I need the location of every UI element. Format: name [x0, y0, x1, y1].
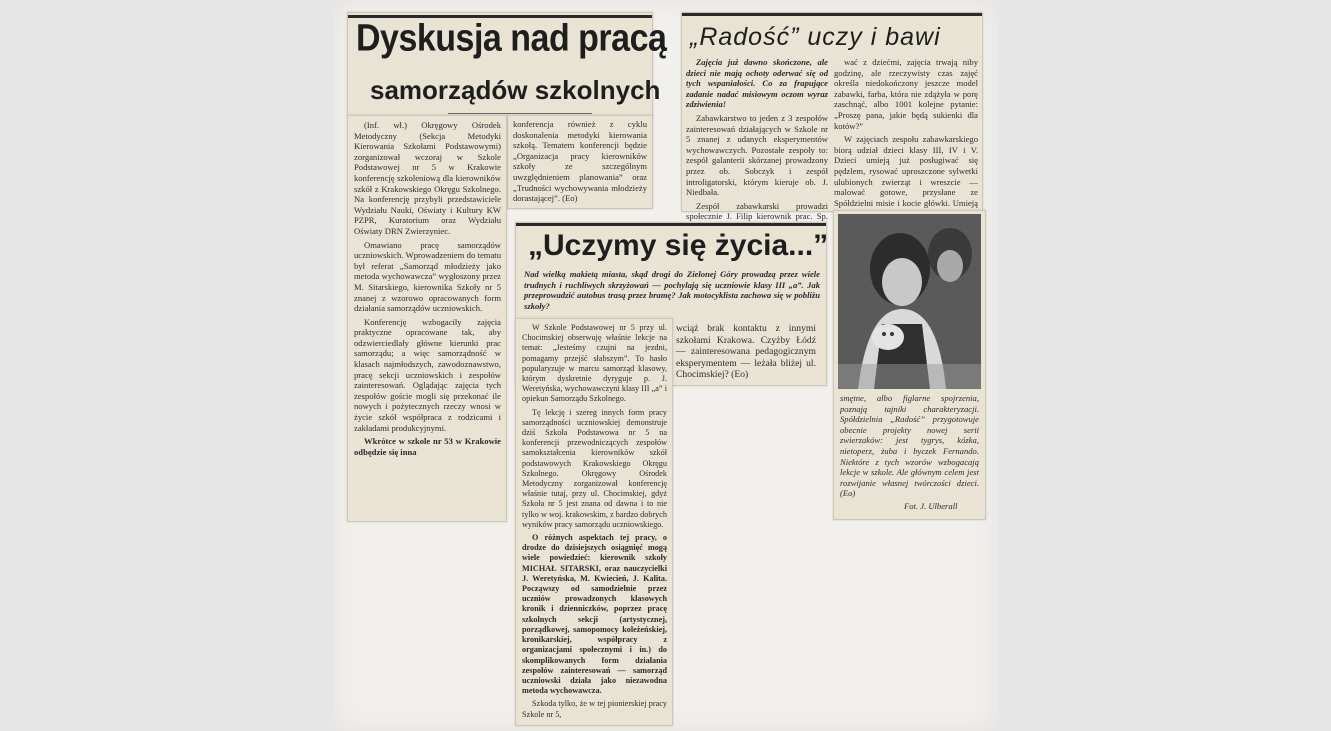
article-radosc-para: Zajęcia już dawno skończone, ale dzieci nie mają ochoty oderwać się od tych wspaniałości. Co za frapujące zadanie nadać misiowym oczom wyraz zdziwienia! [686, 57, 828, 110]
article-uczymy-para: W Szkole Podstawowej nr 5 przy ul. Chocimskiej obserwuję właśnie lekcje na temat: „Jesteśmy czujni na jezdni, pomagamy przejść słabszym”. To hasło popularyzuje w marcu samorząd klasowy, którym dyskretnie dyryguje p. J. Weretyńska, wychowawczyni klasy III „a” i opiekun Samorządu Szkolnego. [522, 323, 667, 404]
children-painting-photo [838, 214, 981, 389]
article-uczymy-col1 [522, 323, 667, 721]
photo-credit: Fot. J. Ulberall [904, 501, 958, 511]
article-dyskusja-title-line2: samorządów szkolnych [370, 75, 661, 105]
article-radosc-para: Zespół zabawkarski prowadzi społecznie J. Filip kierownik prac. Sp. [686, 200, 828, 222]
article-radosc-para: W zajęciach zespołu zabawkarskiego biorą udział dzieci klasy III, IV i V. Dzieci umieją już posługiwać się pędzlem, rysować uproszczone sylwetki ulubionych zwierząt i wreszcie — malować gotowe, przysłane ze Spółdzielni misie i kocie główki. Umieją [834, 134, 978, 208]
scrapbook-page [333, 0, 998, 731]
article-uczymy-body [515, 318, 673, 726]
article-dyskusja-header [347, 12, 667, 119]
article-radosc-photo-box [833, 210, 986, 520]
article-dyskusja-para: Konferencję wzbogaciły zajęcia praktyczne opracowane tak, aby odzwierciedlały główne kierunki prac samorządu; a więc samorządność w klasach najmłodszych, zawodoznawstwo, pracę sekcji uczniowskich i zespołów zainteresowań. Oglądając zajęcia tych zespołów goście mogli się przekonać ile nowych i pożytecznych rzeczy wnosi w życie szkół współpraca z rodzicami i zakładami produkcyjnymi. [354, 316, 501, 433]
article-dyskusja-para: (Inf. wł.) Okręgowy Ośrodek Metodyczny (Sekcja Metodyki Kierowania Szkołami Podstawowymi) zorganizował wczoraj w Szkole Podstawowej nr 5 w Krakowie konferencję szkoleniową dla kierowników szkół z Krakowskiego Okręgu Szkolnego. Na konferencję przybyli przedstawiciele Wydziału Nauki, Oświaty i Kultury KW PZPR, Kuratorium oraz Wydziału Oświaty DRN Zwierzyniec. [354, 120, 501, 236]
article-radosc-para: Zabawkarstwo to jeden z 3 zespołów zainteresowań działających w Szkole nr 5 znanej z udanych eksperymentów wychowawczych. Pozostałe zespoły to: zespół galanterii skórzanej prowadzony przez ob. Sobczyk i zespół introligatorski, którym kieruje ob. J. Niedbała. [686, 112, 828, 198]
article-dyskusja-title-line1: Dyskusja nad pracą [356, 16, 667, 60]
article-radosc-title: „Radość” uczy i bawi [690, 23, 941, 51]
article-uczymy-para: Szkoda tylko, że w tej pionierskiej pracy Szkole nr 5, [522, 699, 667, 719]
article-radosc-para: wać z dziećmi, zajęcia trwają niby godzinę, ale rzeczywisty czas zajęć określa niedokończony jeszcze model zabawki, farba, która nie zdążyła w porę zaschnąć, albo 1001 kolejne pytanie: „Proszę pana, jakie będą sukienki dla kotów?” [834, 57, 978, 131]
article-radosc-col1 [686, 57, 828, 222]
photo-illustration [838, 214, 981, 389]
article-uczymy-col2: wciąż brak kontaktu z innymi szkołami Krakowa. Czyżby Łódź — zainteresowana pedagogicznym eksperymentem — leżała bliżej ul. Chocimskiej? (Eo) [676, 323, 816, 380]
headline-rule [516, 223, 826, 226]
article-dyskusja-col1-box [347, 115, 507, 522]
article-uczymy-para: O różnych aspektach tej pracy, o drodze do dzisiejszych osiągnięć mogą wiele powiedzieć: kierownik szkoły MICHAŁ SITARSKI, oraz nauczycielki J. Weretyńska, M. Kwiecień, J. Kalita. Począwszy od samodzielnie przez uczniów prowadzonych klasowych kronik i dzienniczków, poprzez pracę szkolnych sekcji (artystycznej, porządkowej, samopomocy koleżeńskiej, kronikarskiej, współpracy z organizacjami społecznymi i in.) do skomplikowanych form działania zespołów zainteresowań — samorząd uczniowski działa jako niezawodna metoda wychowawcza. [522, 533, 667, 696]
article-dyskusja-col2-box [507, 115, 653, 209]
article-radosc-col2 [834, 57, 978, 207]
headline-rule [682, 13, 982, 16]
article-dyskusja-col2: konferencja również z cyklu doskonalenia metodyki kierowania szkołą. Tematem konferencji będzie „Organizacja pracy kierowników szkoły ze szczególnym uwzględnieniem planowania” oraz „Trudności wychowywania młodzieży dorastającej”. (Eo) [513, 119, 647, 204]
article-radosc-col3: smętne, albo figlarne spojrzenia, poznają tajniki charakteryzacji. Spółdzielnia „Radość” przygotowuje obecnie projekty nowej serii zwierzaków: jest tygrys, kózka, nietoperz, żuba i byczek Fernando. Niektóre z tych wzorów wzbogacają lekcje w szkole. Ale głównym celem jest rozwijanie własnej twórczości dzieci. (Eo) [840, 393, 979, 499]
article-uczymy-lead: Nad wielką makietą miasta, skąd drogi do Zielonej Góry prowadzą przez wiele trudnych i ruchliwych skrzyżowań — pochylają się uczniowie klasy III „a”. Jak przeprowadzić autobus trasą przez bramę? Jak motocyklista zachowa się w pobliżu szkoły? [524, 269, 820, 311]
article-uczymy-para: Tę lekcję i szereg innych form pracy samorządności uczniowskiej demonstruje dziś Szkoła Podstawowa nr 5 na konferencji przewodniczących zespołów samokształcenia kierowników szkół podstawowych Krakowskiego Okręgu Szkolnego. Okręgowy Ośrodek Metodyczny zorganizował konferencję właśnie tutaj, przy ul. Chocimskiej, gdyż Szkoła nr 5 jest znana od dawna i to nie tylko w woj. krakowskim, z bardzo dobrych wyników pracy samorządu uczniowskiego. [522, 407, 667, 529]
title-underline [448, 113, 592, 114]
article-dyskusja-col1 [354, 120, 501, 518]
article-uczymy-title: „Uczymy się życia...” [528, 229, 829, 262]
article-radosc [681, 12, 983, 222]
article-dyskusja-para: Omawiano pracę samorządów uczniowskich. Wprowadzeniem do tematu był referat „Samorząd młodzieży jako metoda wychowawcza” wygłoszony przez M. Sitarskiego, kierownika Szkoły nr 5 znanej z wzorowo opracowanych form działania samorządów uczniowskich. [354, 239, 501, 314]
article-dyskusja-para: Wkrótce w szkole nr 53 w Krakowie odbędzie się inna [354, 436, 501, 457]
